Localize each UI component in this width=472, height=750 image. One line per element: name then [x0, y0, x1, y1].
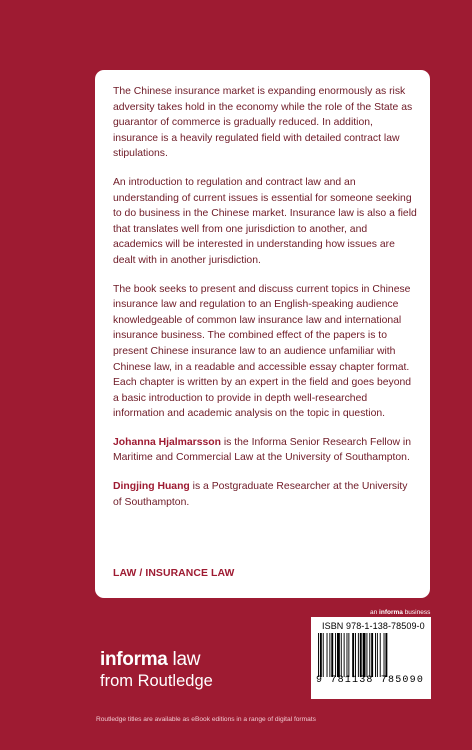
barcode-bar — [327, 633, 328, 677]
ebook-notice: Routledge titles are available as eBook editions in a range of digital formats — [96, 716, 316, 723]
subject-category: LAW / INSURANCE LAW — [113, 568, 235, 579]
author-name-1: Johanna Hjalmarsson — [113, 436, 221, 448]
logo-line-1 — [100, 650, 213, 670]
barcode-bar — [337, 633, 340, 677]
author-bio-text-2: is a Postgraduate Researcher at the University of Southampton. — [113, 481, 408, 508]
barcode-bar — [318, 633, 319, 677]
author-name-2: Dingjing Huang — [113, 481, 190, 493]
description-paragraph-1: The Chinese insurance market is expanding enormously as risk adversity takes hold in the economy while the role of the State as guarantor of commerce is gradually reduced. In addition, insurance is a heavily regulated field with detailed contract law stipulations. — [113, 86, 413, 160]
barcode-bar — [329, 633, 330, 677]
barcode-bar — [360, 633, 362, 677]
barcode-bar — [375, 633, 376, 677]
barcode-bar — [344, 633, 345, 677]
barcode-bar — [369, 633, 370, 677]
author-bio-2 — [113, 479, 418, 510]
isbn-label: ISBN 978-1-138-78509-0 — [322, 621, 425, 631]
barcode-bar — [363, 633, 366, 677]
tag-suffix: business — [402, 609, 431, 616]
barcode-bar — [320, 633, 322, 677]
barcode-bar — [347, 633, 348, 677]
barcode-bar — [377, 633, 378, 677]
barcode-bar — [341, 633, 342, 677]
logo-law: law — [167, 649, 201, 670]
tag-prefix: an — [370, 609, 380, 616]
description-paragraph-2: An introduction to regulation and contract law and an understanding of current issues is essential for someone seeking to do business in the Chinese market. Insurance law is also a field that translates well from one jurisdiction to another, and academics will be interested in understanding how issues are dealt with in another jurisdiction. — [113, 176, 417, 266]
informa-business-tag — [370, 609, 430, 616]
barcode-bar — [323, 633, 324, 677]
barcode-bar — [358, 633, 359, 677]
barcode-block — [311, 617, 431, 699]
barcode-bar — [384, 633, 385, 677]
barcode-bar — [331, 633, 333, 677]
barcode-bar — [335, 633, 336, 677]
barcode-icon — [316, 633, 426, 677]
logo-brand: informa — [100, 649, 168, 670]
author-bio-1 — [113, 435, 418, 466]
author-bio-text-1: is the Informa Senior Research Fellow in Maritime and Commercial Law at the University of Southampton. — [113, 436, 411, 464]
barcode-bar — [366, 633, 367, 677]
publisher-logo — [100, 650, 213, 690]
barcode-bar — [348, 633, 349, 677]
logo-from-routledge: from Routledge — [100, 672, 213, 690]
barcode-bar — [355, 633, 356, 677]
barcode-bar — [385, 633, 387, 677]
barcode-bar — [352, 633, 354, 677]
description-panel — [95, 70, 430, 598]
barcode-bar — [380, 633, 381, 677]
barcode-bar — [371, 633, 373, 677]
description-paragraph-3: The book seeks to present and discuss current topics in Chinese insurance law and regulation to an English-speaking audience knowledgeable of common law insurance law and international insurance business. The combined effect of the papers is to present Chinese insurance law to an audience unfamiliar with Chinese law, in a readable and accessible essay chapter format. Each chapter is written by an expert in the field and goes beyond a basic introduction to provide in depth well-researched information and academic analysis on the topic in question. — [113, 283, 412, 420]
barcode-digits: 9 781138 785090 — [316, 675, 425, 686]
tag-brand: informa — [379, 609, 403, 616]
